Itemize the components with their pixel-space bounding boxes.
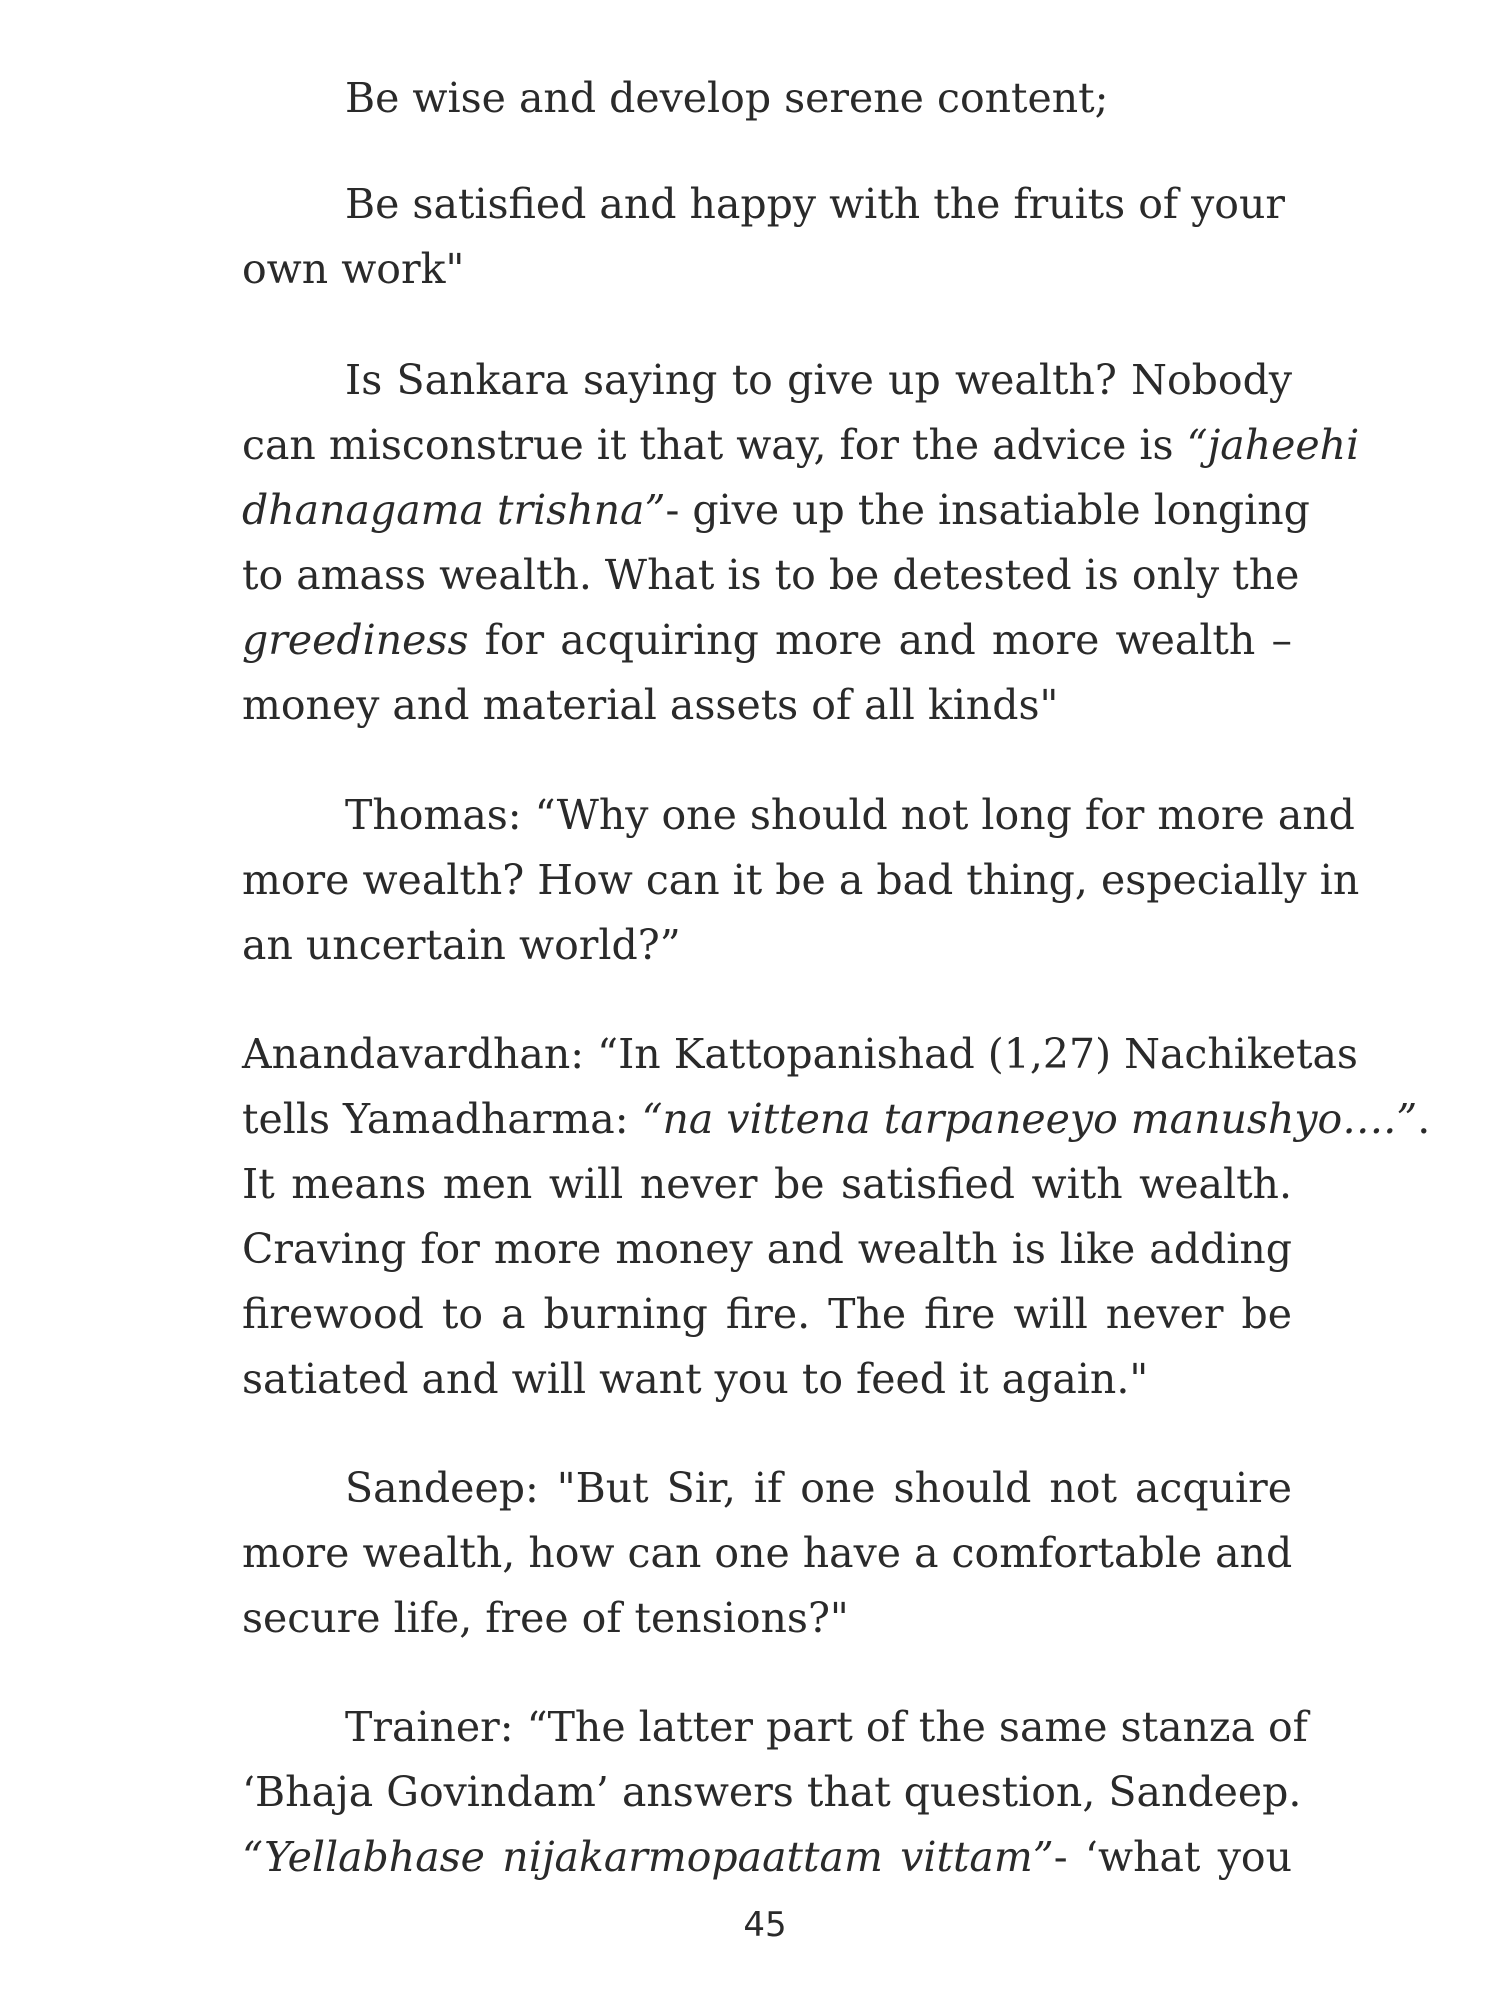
italic-text-run: dhanagama trishna” [242, 486, 666, 534]
text-line [242, 66, 1292, 131]
text-run: can misconstrue it that way, for the advice is [242, 421, 1187, 469]
italic-text-run: “Yellabhase nijakarmopaattam vittam” [242, 1833, 1054, 1881]
text-run: firewood to a burning fire. The fire will never be [242, 1290, 1292, 1338]
text-line [242, 1152, 1292, 1217]
text-line [242, 913, 1292, 978]
text-line [242, 1282, 1292, 1347]
text-line [242, 1521, 1292, 1586]
text-run: tells Yamadharma: [242, 1095, 642, 1143]
text-run: Anandavardhan: “In Kattopanishad (1,27) Nachiketas [242, 1030, 1358, 1078]
text-run: Be wise and develop serene content; [345, 74, 1109, 122]
italic-text-run: “na vittena tarpaneeyo manushyo….” [641, 1095, 1418, 1143]
text-run: Craving for more money and wealth is like adding [242, 1225, 1292, 1273]
paragraph [242, 66, 1292, 131]
text-line [242, 848, 1360, 913]
text-line [242, 413, 1360, 478]
text-line [242, 1217, 1292, 1282]
text-run: more wealth? How can it be a bad thing, especially in [242, 856, 1360, 904]
text-run: to amass wealth. What is to be detested is only the [242, 551, 1300, 599]
paragraph [242, 1022, 1431, 1412]
text-run: ‘Bhaja Govindam’ answers that question, Sandeep. [242, 1768, 1302, 1816]
text-run: Thomas: “Why one should not long for more and [345, 791, 1355, 839]
text-run: Trainer: “The latter part of the same stanza of [345, 1703, 1308, 1751]
text-line [242, 348, 1292, 413]
page-number: 45 [743, 1905, 787, 1945]
text-run: secure life, free of tensions?" [242, 1594, 849, 1642]
text-run: an uncertain world?” [242, 921, 681, 969]
italic-text-run: greediness [242, 616, 469, 664]
paragraph [242, 348, 1360, 738]
text-line [242, 1695, 1308, 1760]
paragraph [242, 172, 1292, 302]
text-line [242, 1586, 1292, 1651]
text-line [242, 172, 1292, 237]
text-line [242, 543, 1300, 608]
text-line [242, 478, 1310, 543]
text-line [242, 1347, 1292, 1412]
text-run: satiated and will want you to feed it again." [242, 1355, 1149, 1403]
text-run: Is Sankara saying to give up wealth? Nobody [345, 356, 1292, 404]
paragraph [242, 783, 1360, 978]
text-run: . [1417, 1095, 1431, 1143]
text-run: It means men will never be satisfied with wealth. [242, 1160, 1292, 1208]
text-run: for acquiring more and more wealth – [468, 616, 1292, 664]
text-line [242, 1760, 1302, 1825]
text-line [242, 1087, 1431, 1152]
text-line [242, 783, 1355, 848]
text-line [242, 608, 1292, 673]
text-run: - give up the insatiable longing [665, 486, 1310, 534]
text-run: Be satisfied and happy with the fruits of your [345, 180, 1285, 228]
text-run: more wealth, how can one have a comfortable and [242, 1529, 1293, 1577]
text-line [242, 1022, 1358, 1087]
text-run: Sandeep: "But Sir, if one should not acquire [345, 1464, 1292, 1512]
text-run: own work" [242, 245, 465, 293]
text-line [242, 1825, 1292, 1890]
paragraph [242, 1695, 1308, 1890]
text-line [242, 1456, 1292, 1521]
italic-text-run: “jaheehi [1186, 421, 1360, 469]
text-line [242, 673, 1292, 738]
text-line [242, 237, 1292, 302]
text-run: - ‘what you [1053, 1833, 1293, 1881]
text-run: money and material assets of all kinds" [242, 681, 1059, 729]
paragraph [242, 1456, 1292, 1651]
